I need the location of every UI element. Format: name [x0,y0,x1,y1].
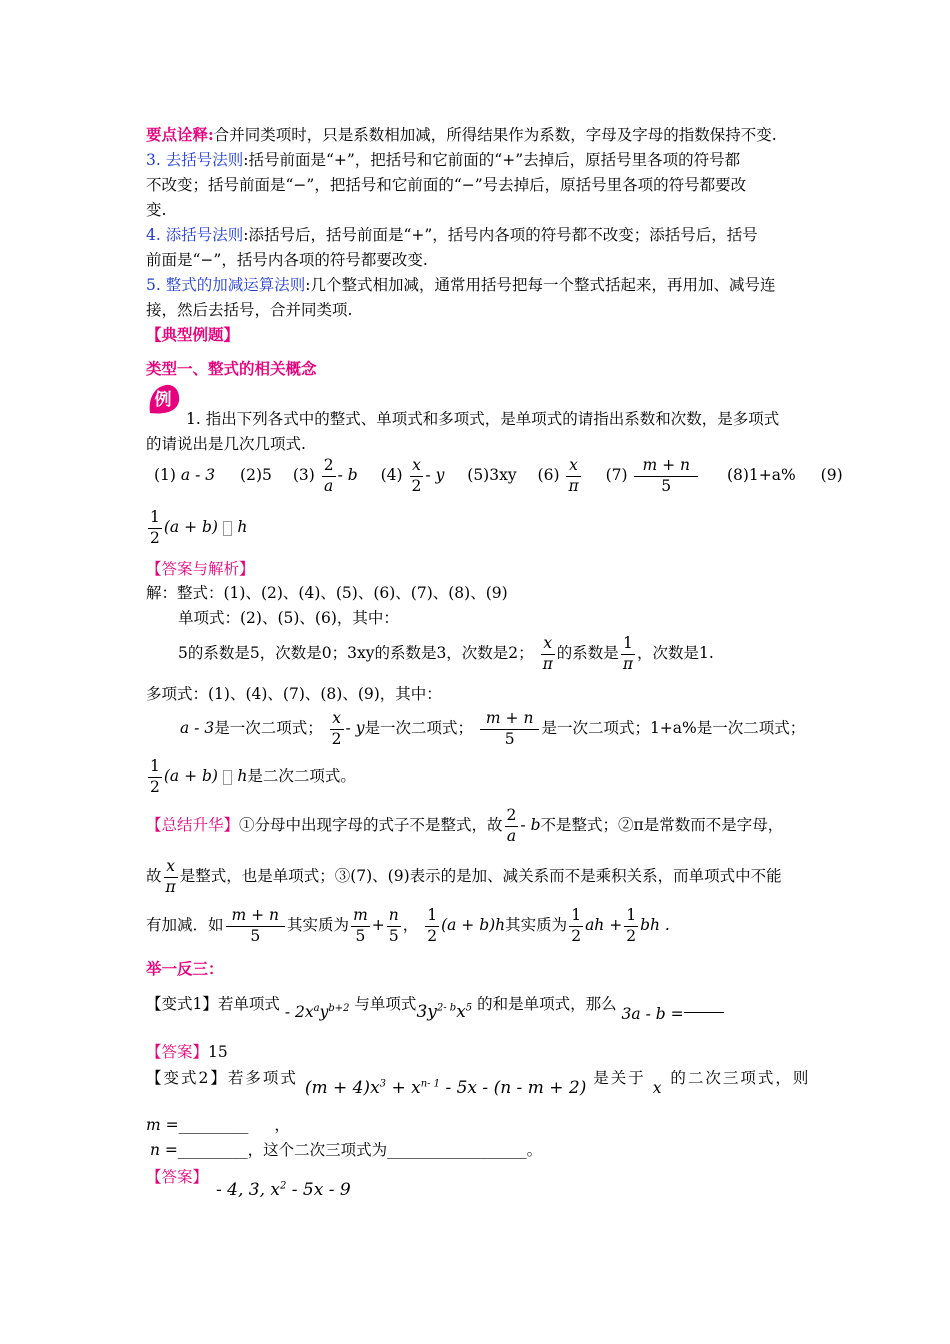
rule-3-line-1 [146,149,740,171]
term: - 5x - (n - m + 2) [445,1078,587,1098]
base: x [456,1002,466,1022]
rule-num: 4. [146,226,166,244]
n-blank[interactable]: _________ [177,1141,248,1159]
variant-1-text-3: 的和是单项式，那么 [477,995,617,1013]
denominator: 2 [331,729,342,748]
rule-num: 5. [146,276,166,294]
variant-1-monomial-1 [285,1003,350,1021]
item-4-fraction [410,458,424,494]
desc: 是二次二项式。 [247,767,356,785]
variant-2-polynomial [305,1078,587,1098]
variant-1-text: 【变式1】若单项式 [146,995,280,1013]
n-text: ，这个二次三项式为 [247,1141,388,1159]
item-9-num: (9) [820,466,843,484]
summary-text: 其实质为 [505,916,568,934]
one-over-pi [621,636,635,672]
item-4-num: (4) [380,466,403,484]
answer-2-expr-tail: - 5x - 9 [291,1180,351,1200]
half-fraction [624,908,638,944]
note-text: 合并同类项时，只是系数相加减，所得结果作为系数，字母及字母的指数保持不变. [213,126,777,144]
item-1-num: (1) [154,466,176,484]
example-badge-text: 例 [154,390,172,410]
denominator: a [324,476,334,495]
rule-3-label: 去括号法则 [165,151,244,169]
summary-expr: bh . [640,916,670,934]
exponent: n- 1 [420,1078,441,1090]
rule-text: :几个整式相加减，通常用括号把每一个整式括起来，再用加、减号连 [305,276,776,294]
expr-paren: (a + b) [163,767,218,785]
numerator: 1 [624,908,638,927]
n-over-5 [387,908,401,944]
mn-over-5 [226,908,286,944]
rule-3-line-2: 不改变；括号前面是“−”，把括号和它前面的“−”号去掉后，原括号里各项的符号都要改 [146,176,747,194]
solution-line-4: 多项式：(1)、(4)、(7)、(8)、(9)，其中： [146,685,442,703]
summary-text: ①分母中出现字母的式子不是整式，故 [239,816,503,834]
half-fraction [148,759,162,795]
example-badge-icon [146,381,182,417]
base: - 2x [284,1003,314,1021]
variant-1-blank[interactable] [684,1012,724,1013]
coef-text-2: 的系数是 [556,644,619,662]
item-1-expr: a - 3 [180,466,216,484]
denominator: 2 [626,926,637,945]
question-1-line-2: 的请说出是几次几项式. [146,435,306,453]
coef-text-3: ，次数是1. [637,644,714,662]
n-label: n = [150,1141,178,1159]
variant-2-text-2: 是关于 [593,1069,646,1087]
numerator: m + n [634,458,698,477]
variant-2-text: 【变式2】若多项式 [146,1069,298,1087]
denominator: a [506,826,517,845]
variant-1-monomial-2 [416,1002,472,1022]
type-heading: 类型一、整式的相关概念 [146,359,317,378]
item-6-num: (6) [537,466,560,484]
rule-num: 3. [146,151,166,169]
m-label: m = [146,1116,179,1134]
rule-5-label: 整式的加减运算法则 [165,276,306,294]
expr-tail: - y [345,719,365,737]
exponent: a [313,1002,320,1014]
item-3-num: (3) [292,466,315,484]
numerator: x [541,636,555,655]
numerator: 2 [322,458,336,477]
point-note [146,124,777,146]
base: 3y [416,1002,437,1022]
expr: a - 3 [180,719,215,737]
exponent: 5 [465,1002,473,1014]
item-6-fraction [566,458,580,494]
numerator: 1 [569,908,583,927]
numerator: 1 [621,636,635,655]
x-over-pi [541,636,555,672]
practice-heading: 举一反三： [146,959,224,978]
variable-x: x [652,1079,664,1097]
numerator: 1 [148,759,162,778]
comma: ， [402,916,419,934]
comma: ， [274,1116,290,1134]
rule-4-line-1 [146,224,758,246]
denominator: 5 [388,926,399,945]
answer-2-value [216,1180,351,1200]
variant-2-n-line [150,1138,542,1160]
base: y [319,1003,329,1021]
note-label: 要点诠释: [146,125,214,144]
numerator: 1 [425,908,439,927]
solution-line-6 [146,759,356,795]
rule-4-label: 添括号法则 [165,226,244,244]
exponent: 2 [279,1180,287,1192]
denominator: π [568,476,579,495]
variant-1-question-expr: 3a - b = [621,1005,684,1023]
item-4-tail: - y [425,466,445,484]
solution-line-3 [178,636,714,672]
question-1-line-1: 1. 指出下列各式中的整式、单项式和多项式，是单项式的请指出系数和次数，是多项式 [186,410,780,428]
numerator: 2 [505,808,519,827]
summary-expr: (a + b)h [441,916,506,934]
half-fraction [148,510,162,546]
answer-1-value: 15 [208,1043,228,1061]
denominator: 2 [427,926,438,945]
item-7-fraction [634,458,698,494]
summary-line-1 [146,808,783,844]
item-8: (8)1+a% [726,466,796,484]
variant-2-text-3: 的二次三项式，则 [670,1069,811,1087]
exponent: 3 [379,1078,387,1090]
exponent: 2- b [436,1002,457,1014]
mn-over-5 [480,711,540,747]
denominator: 5 [355,926,366,945]
summary-expr: - b [520,816,541,834]
m-over-5 [351,908,370,944]
summary-expr: ah + [585,916,623,934]
variant-2-m-line [146,1113,290,1135]
item-9-expr [146,510,247,546]
expr-paren: (a + b) [163,518,218,536]
denominator: π [622,654,633,673]
item-3-fraction [322,458,336,494]
numerator: m [351,908,370,927]
summary-label: 【总结升华】 [146,816,240,834]
exponent: b+2 [328,1002,350,1014]
trinomial-blank[interactable]: __________________ [387,1141,527,1159]
m-blank[interactable]: _________ [178,1116,249,1134]
x-over-pi [164,859,178,895]
answer-heading: 【答案与解析】 [146,560,255,578]
rule-3-line-3: 变. [146,201,167,219]
desc: 是一次二项式；1+a%是一次二项式； [541,719,806,737]
numerator: x [410,458,424,477]
numerator: x [164,859,178,878]
variant-2 [146,1066,811,1098]
denominator: π [165,877,176,896]
denominator: 5 [504,729,515,748]
denominator: π [542,654,553,673]
rule-4-line-2: 前面是“−”，括号内各项的符号都要改变. [146,251,428,269]
summary-text-2: 不是整式；②π是常数而不是字母， [540,816,784,834]
solution-line-2: 单项式：(2)、(5)、(6)，其中： [178,609,399,627]
desc: 是一次二项式； [214,719,323,737]
numerator: m + n [226,908,286,927]
period: 。 [526,1141,543,1159]
variant-1 [146,992,724,1023]
numerator: n [387,908,401,927]
section-heading: 【典型例题】 [146,325,240,344]
denominator: 5 [661,476,672,495]
solution-line-5 [180,711,805,747]
denominator: 2 [150,777,160,796]
numerator: m + n [480,711,540,730]
item-7-num: (7) [605,466,628,484]
two-over-a [505,808,519,844]
x-over-2 [330,711,344,747]
term: (m + 4)x [304,1078,380,1098]
item-5: (5)3xy [467,466,517,484]
summary-line-3 [146,908,670,944]
numerator: x [566,458,580,477]
answer-2-expr: - 4, 3, x [216,1180,280,1200]
solution-line-1: 解：整式：(1)、(2)、(4)、(5)、(6)、(7)、(8)、(9) [146,584,508,602]
denominator: 5 [250,926,261,945]
rule-5-line-2: 接，然后去括号，合并同类项. [146,301,353,319]
summary-text-2: 是整式，也是单项式；③(7)、(9)表示的是加、减关系而不是乘积关系，而单项式中不能 [179,867,782,885]
item-3-tail: - b [337,466,358,484]
expr-h: h [237,767,248,785]
expr-h: h [237,518,248,536]
rule-text: :添括号后，括号前面是“+”，括号内各项的符号都不改变；添括号后，括号 [243,226,758,244]
variant-1-text-2: 与单项式 [354,995,417,1013]
rule-text: :括号前面是“+”，把括号和它前面的“+”去掉后，原括号里各项的符号都 [243,151,741,169]
summary-line-2 [146,859,782,895]
denominator: 2 [411,476,422,495]
summary-text: 故 [146,867,162,885]
summary-text: 其实质为 [287,916,350,934]
answer-1 [146,1040,228,1062]
rule-5-line-1 [146,274,775,296]
denominator: 2 [571,926,582,945]
half-fraction [425,908,439,944]
numerator: x [330,711,344,730]
half-fraction [569,908,583,944]
answer-1-label: 【答案】 [146,1043,209,1061]
items-row [154,458,843,494]
denominator: 2 [150,528,160,547]
numerator: 1 [148,510,162,529]
summary-text: 有加减．如 [146,916,224,934]
term: + x [391,1078,421,1098]
plus: + [371,916,385,934]
coef-text: 5的系数是5，次数是0；3xy的系数是3，次数是2； [178,644,534,662]
item-2: (2)5 [240,466,272,484]
answer-2 [146,1165,208,1187]
desc: 是一次二项式； [364,719,473,737]
answer-2-label: 【答案】 [146,1168,209,1186]
